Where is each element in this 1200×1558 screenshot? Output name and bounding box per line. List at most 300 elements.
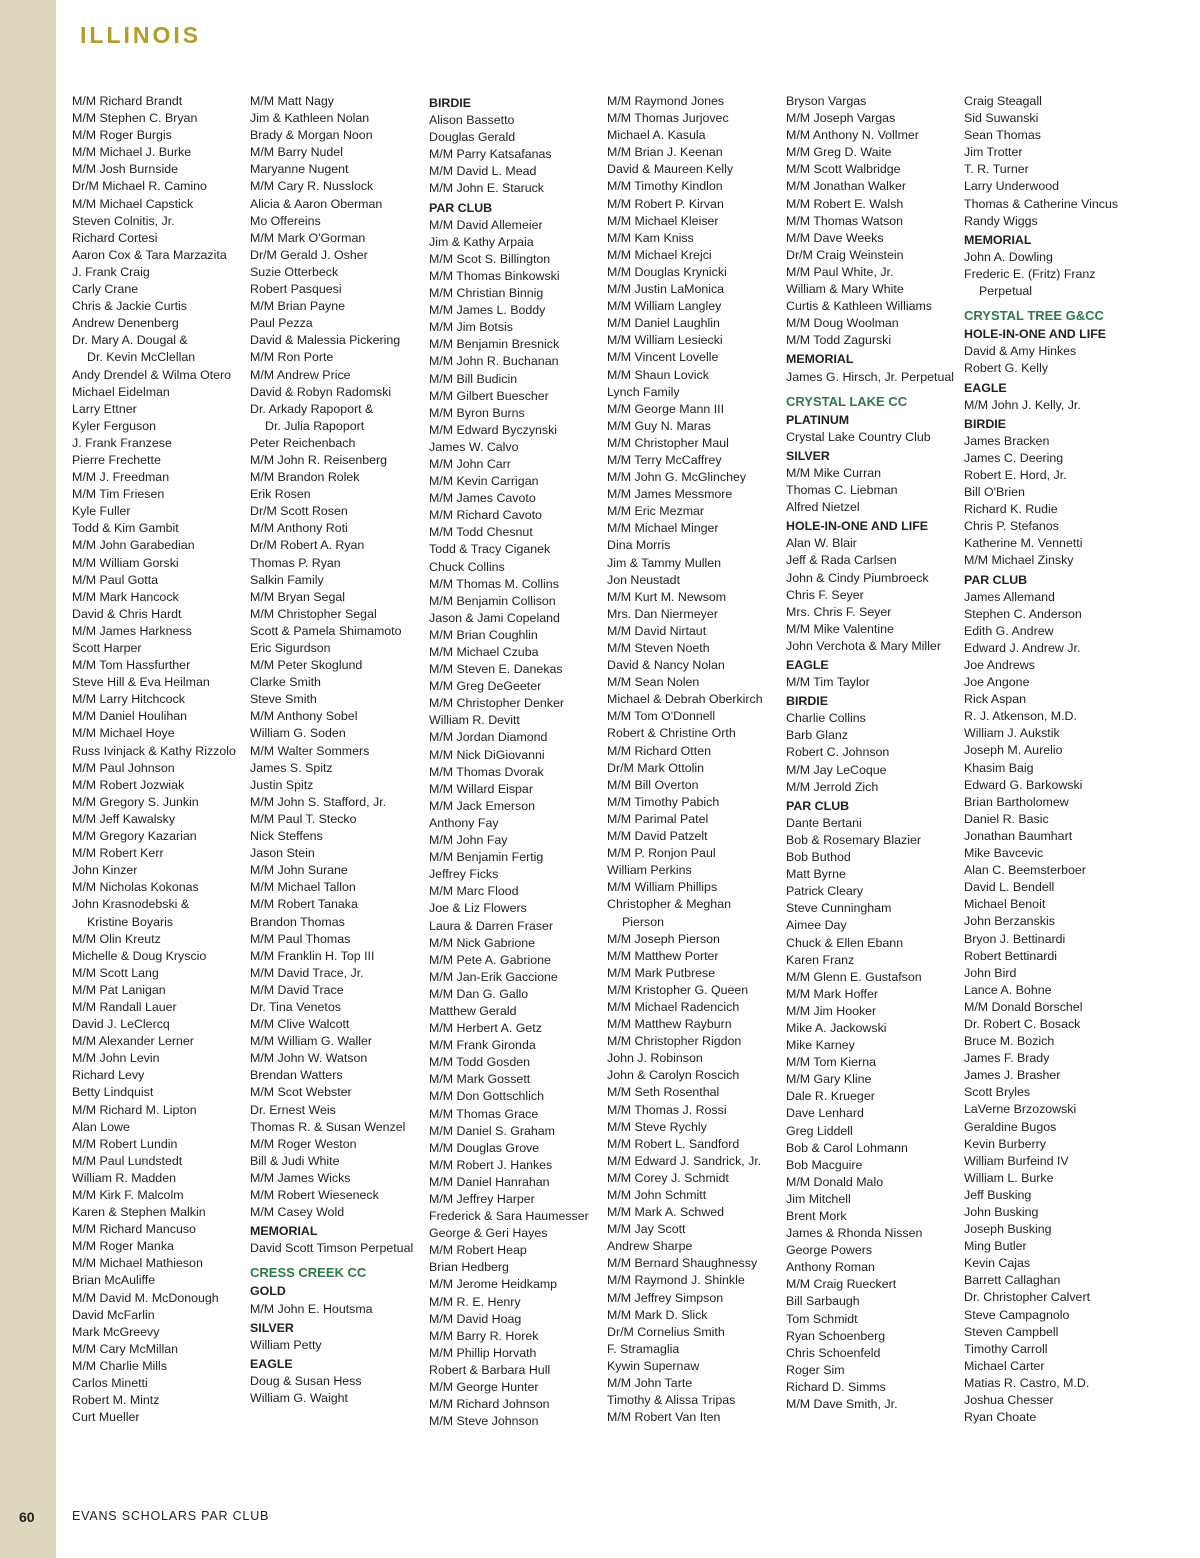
donor-name: Timothy Carroll <box>964 1341 1048 1356</box>
donor-name: M/M Richard Brandt <box>72 94 183 108</box>
donor-name: M/M Michael Hoye <box>72 726 175 741</box>
club-heading: CRYSTAL TREE G&CC <box>964 308 1104 324</box>
donor-name: Dr. Tina Venetos <box>250 999 341 1014</box>
donor-name: William J. Aukstik <box>964 726 1060 741</box>
donor-name: Chris P. Stefanos <box>964 519 1059 534</box>
donor-name: M/M Robert Heap <box>429 1243 527 1258</box>
donor-name: Brent Mork <box>786 1209 847 1223</box>
donor-name: M/M Matthew Rayburn <box>607 1017 732 1032</box>
donor-name: George Powers <box>786 1243 873 1258</box>
donor-name: M/M Michael Radencich <box>607 999 740 1014</box>
donor-name: M/M Christopher Segal <box>250 606 377 621</box>
donor-name: Larry Ettner <box>72 401 137 416</box>
donor-name: M/M Doug Woolman <box>786 316 899 331</box>
donor-name: M/M Scott Lang <box>72 965 159 980</box>
donor-name: Roger Sim <box>786 1362 845 1377</box>
donor-name: M/M Nicholas Kokonas <box>72 880 199 895</box>
donor-name: David Scott Timson Perpetual <box>250 1241 414 1256</box>
donor-name: Bob Macguire <box>786 1157 863 1172</box>
donor-name: Mrs. Chris F. Seyer <box>786 604 892 619</box>
donor-name: M/M Bryan Segal <box>250 589 346 604</box>
donor-name: Brendan Watters <box>250 1068 343 1083</box>
donor-name: M/M Justin LaMonica <box>607 282 725 297</box>
donor-name: M/M Steve Johnson <box>429 1414 539 1429</box>
donor-name: Bill O'Brien <box>964 485 1025 500</box>
donor-name: M/M Jerome Heidkamp <box>429 1277 558 1292</box>
donor-name: M/M Douglas Krynicki <box>607 264 727 279</box>
donor-name: Dr/M Michael R. Camino <box>72 179 207 194</box>
donor-name: Mike Karney <box>786 1038 855 1053</box>
donor-name: Robert & Christine Orth <box>607 726 736 741</box>
donor-name: M/M Raymond Jones <box>607 94 725 108</box>
donor-name: Andrew Sharpe <box>607 1239 693 1254</box>
donor-name: M/M Mark O'Gorman <box>250 230 366 245</box>
donor-name: Kevin Burberry <box>964 1136 1046 1151</box>
donor-name: Sid Suwanski <box>964 111 1039 126</box>
donor-name: James Allemand <box>964 589 1055 604</box>
donor-name: M/M Donald Borschel <box>964 999 1083 1014</box>
donor-name: Dr/M Robert A. Ryan <box>250 538 365 553</box>
donor-name: M/M Jan-Erik Gaccione <box>429 969 558 984</box>
donor-name: William L. Burke <box>964 1170 1054 1185</box>
donor-name: John Krasnodebski & <box>72 897 190 912</box>
level-heading: GOLD <box>250 1284 286 1299</box>
donor-name: Robert M. Mintz <box>72 1393 160 1408</box>
donor-name: David & Nancy Nolan <box>607 658 725 673</box>
donor-name: David McFarlin <box>72 1307 155 1322</box>
donor-name: M/M Steven E. Danekas <box>429 662 563 677</box>
donor-name: M/M Thomas Binkowski <box>429 268 560 283</box>
donor-name: M/M Peter Skoglund <box>250 658 363 673</box>
donor-name: M/M Edward J. Sandrick, Jr. <box>607 1153 762 1168</box>
donor-name: M/M James Messmore <box>607 487 733 502</box>
donor-name: Eric Sigurdson <box>250 641 331 655</box>
donor-name: Pierre Frechette <box>72 452 161 467</box>
donor-name: Joe Andrews <box>964 658 1035 672</box>
donor-name: M/M Barry R. Horek <box>429 1328 539 1343</box>
donor-name: Thomas & Catherine Vincus <box>964 196 1119 211</box>
donor-name: Michael & Debrah Oberkirch <box>607 692 763 707</box>
donor-name: Steve Hill & Eva Heilman <box>72 675 210 690</box>
donor-name: John A. Dowling <box>964 249 1053 264</box>
donor-name: M/M Paul Gotta <box>72 572 159 587</box>
donor-name: Craig Steagall <box>964 94 1042 108</box>
donor-name: M/M Robert Kerr <box>72 846 164 861</box>
donor-name: Bob & Carol Lohmann <box>786 1140 908 1155</box>
donor-name: Edith G. Andrew <box>964 623 1054 638</box>
level-heading: PAR CLUB <box>429 200 493 215</box>
donor-name: M/M Scott Walbridge <box>786 162 901 177</box>
donor-name: M/M David M. McDonough <box>72 1290 219 1305</box>
donor-name: Chris & Jackie Curtis <box>72 299 187 314</box>
donor-name: Karen Franz <box>786 952 855 967</box>
donor-name: R. J. Atkenson, M.D. <box>964 709 1077 724</box>
donor-name: Crystal Lake Country Club <box>786 429 931 444</box>
donor-name: Barrett Callaghan <box>964 1273 1061 1288</box>
donor-name: T. R. Turner <box>964 162 1029 177</box>
donor-name-continued: Perpetual <box>979 284 1033 299</box>
donor-name: Anthony Fay <box>429 815 499 830</box>
donor-name: John & Carolyn Roscich <box>607 1068 740 1083</box>
donor-name: Edward G. Barkowski <box>964 777 1083 792</box>
donor-name: Maryanne Nugent <box>250 162 349 177</box>
donor-name: M/M Nick Gabrione <box>429 935 536 950</box>
donor-name: M/M John Tarte <box>607 1376 693 1391</box>
donor-name: Dr/M Craig Weinstein <box>786 247 904 262</box>
donor-name: M/M John W. Watson <box>250 1051 368 1066</box>
donor-name: M/M David Nirtaut <box>607 623 707 638</box>
donor-name: John J. Robinson <box>607 1051 703 1066</box>
donor-name: Dr. Arkady Rapoport & <box>250 401 374 416</box>
donor-name: M/M Charlie Mills <box>72 1358 167 1373</box>
donor-name: M/M Jack Emerson <box>429 798 536 813</box>
donor-name: Richard Levy <box>72 1068 145 1083</box>
donor-name: Robert C. Johnson <box>786 745 890 760</box>
donor-name: Laura & Darren Fraser <box>429 918 553 933</box>
donor-name: M/M Michael Zinsky <box>964 553 1074 568</box>
donor-name: Alan C. Beemsterboer <box>964 863 1086 878</box>
donor-name: M/M Tom O'Donnell <box>607 709 716 724</box>
donor-name: M/M James Wicks <box>250 1170 351 1185</box>
donor-name: Brian Hedberg <box>429 1260 509 1275</box>
donor-name: Robert E. Hord, Jr. <box>964 467 1067 482</box>
donor-name: M/M John E. Houtsma <box>250 1301 373 1316</box>
donor-name: M/M Greg D. Waite <box>786 145 892 160</box>
level-heading: SILVER <box>786 448 830 463</box>
donor-name: Khasim Baig <box>964 760 1034 775</box>
donor-name: Aaron Cox & Tara Marzazita <box>72 247 227 262</box>
donor-name: Dr/M Scott Rosen <box>250 504 348 519</box>
donor-name: Stephen C. Anderson <box>964 606 1082 621</box>
donor-name: M/M Mark Hancock <box>72 589 179 604</box>
donor-name: M/M Kirk F. Malcolm <box>72 1188 184 1202</box>
donor-name: Curt Mueller <box>72 1410 140 1425</box>
donor-name: M/M Bernard Shaughnessy <box>607 1256 758 1271</box>
donor-name: M/M Roger Weston <box>250 1136 357 1151</box>
donor-name: M/M Robert E. Walsh <box>786 196 904 211</box>
donor-name: M/M Brandon Rolek <box>250 470 360 485</box>
donor-name: M/M Christopher Rigdon <box>607 1034 742 1049</box>
donor-name: M/M Steve Rychly <box>607 1119 707 1134</box>
donor-name: Steve Smith <box>250 692 317 707</box>
donor-name: Dr/M Mark Ottolin <box>607 760 705 775</box>
column-2 <box>250 93 426 1407</box>
donor-name: Jim & Tammy Mullen <box>607 555 722 570</box>
donor-name: M/M Cary R. Nusslock <box>250 179 374 194</box>
donor-name: M/M Bill Overton <box>607 777 699 792</box>
donor-name: M/M Dan G. Gallo <box>429 986 529 1001</box>
donor-name: Nick Steffens <box>250 829 323 844</box>
donor-name: M/M Jim Hooker <box>786 1003 877 1018</box>
column-1 <box>72 93 248 1426</box>
donor-name: M/M Terry McCaffrey <box>607 452 722 467</box>
donor-name: Greg Liddell <box>786 1123 853 1138</box>
donor-name: M/M John R. Buchanan <box>429 354 559 369</box>
donor-name: M/M Nick DiGiovanni <box>429 747 545 762</box>
donor-name: James C. Deering <box>964 450 1064 465</box>
donor-name: M/M Daniel Laughlin <box>607 316 720 331</box>
donor-name: Mo Offereins <box>250 213 321 228</box>
donor-name: M/M Kurt M. Newsom <box>607 589 727 604</box>
donor-name: M/M Gregory S. Junkin <box>72 794 199 809</box>
donor-name: Chris F. Seyer <box>786 587 864 602</box>
donor-name: M/M Robert Lundin <box>72 1136 178 1151</box>
donor-name-continued: Kristine Boyaris <box>87 914 174 929</box>
donor-name: William R. Devitt <box>429 713 520 728</box>
donor-name-continued: Dr. Kevin McClellan <box>87 350 196 365</box>
donor-name: Brandon Thomas <box>250 914 345 929</box>
donor-name: M/M Jerrold Zich <box>786 779 879 794</box>
donor-name: Rick Aspan <box>964 692 1026 707</box>
donor-name: M/M Paul Thomas <box>250 931 351 946</box>
level-heading: MEMORIAL <box>964 232 1032 247</box>
donor-name: M/M Richard M. Lipton <box>72 1102 197 1117</box>
donor-name: M/M Todd Gosden <box>429 1055 531 1070</box>
donor-name: James J. Brasher <box>964 1068 1061 1083</box>
donor-name: Anthony Roman <box>786 1260 875 1275</box>
donor-name: M/M Anthony N. Vollmer <box>786 128 919 143</box>
donor-name: M/M Andrew Price <box>250 367 351 382</box>
column-5 <box>786 93 962 1413</box>
donor-name: Jason & Jami Copeland <box>429 610 560 625</box>
donor-name: M/M Josh Burnside <box>72 162 179 177</box>
donor-name: Joe Angone <box>964 675 1030 690</box>
page-number: 60 <box>19 1509 35 1525</box>
donor-name: M/M Alexander Lerner <box>72 1034 194 1049</box>
donor-name: Robert Pasquesi <box>250 282 342 297</box>
donor-name: M/M Dave Smith, Jr. <box>786 1397 898 1412</box>
donor-name: Michael Eidelman <box>72 384 170 399</box>
donor-name: Bill & Judi White <box>250 1153 340 1168</box>
donor-name: M/M Mark Putbrese <box>607 965 716 980</box>
donor-name: James F. Brady <box>964 1051 1050 1066</box>
donor-name: M/M John G. McGlinchey <box>607 470 747 485</box>
donor-name: M/M Parry Katsafanas <box>429 147 552 162</box>
donor-name-continued: Dr. Julia Rapoport <box>265 418 365 433</box>
donor-name: Katherine M. Vennetti <box>964 536 1083 551</box>
donor-name: M/M Richard Mancuso <box>72 1222 196 1237</box>
donor-name: M/M Pat Lanigan <box>72 982 166 997</box>
donor-name: Brian Bartholomew <box>964 794 1069 809</box>
donor-name: Robert G. Kelly <box>964 361 1049 376</box>
donor-name: M/M William Lesiecki <box>607 333 723 348</box>
donor-name: Ming Butler <box>964 1239 1027 1254</box>
donor-name: Thomas C. Liebman <box>786 483 898 498</box>
donor-name: M/M Thomas Grace <box>429 1106 539 1121</box>
donor-name: M/M Jeff Kawalsky <box>72 811 176 826</box>
donor-name: Scott Bryles <box>964 1085 1031 1100</box>
donor-name: M/M Donald Malo <box>786 1174 884 1189</box>
donor-name: William G. Soden <box>250 726 346 741</box>
donor-name: M/M Robert L. Sandford <box>607 1136 740 1151</box>
donor-name: Peter Reichenbach <box>250 435 356 450</box>
donor-name: James W. Calvo <box>429 439 519 454</box>
donor-name: M/M Mark A. Schwed <box>607 1205 725 1220</box>
donor-name: Larry Underwood <box>964 179 1060 194</box>
donor-name: Christopher & Meghan <box>607 897 731 912</box>
donor-name: Frederic E. (Fritz) Franz <box>964 266 1096 281</box>
donor-name: Chuck Collins <box>429 559 505 574</box>
level-heading: MEMORIAL <box>250 1224 318 1239</box>
donor-name: M/M Jeffrey Simpson <box>607 1290 724 1305</box>
donor-name: M/M R. E. Henry <box>429 1294 521 1309</box>
level-heading: BIRDIE <box>964 416 1006 431</box>
donor-name: Dr. Ernest Weis <box>250 1102 336 1117</box>
donor-name: James Bracken <box>964 433 1050 448</box>
donor-name: M/M Robert J. Hankes <box>429 1157 553 1172</box>
donor-name: M/M Frank Gironda <box>429 1038 536 1053</box>
donor-name: David & Amy Hinkes <box>964 344 1077 359</box>
donor-name: Alan W. Blair <box>786 536 857 551</box>
donor-name: Kevin Cajas <box>964 1256 1031 1271</box>
donor-name: M/M Joseph Pierson <box>607 931 720 946</box>
donor-name: M/M Mark Hoffer <box>786 986 879 1001</box>
donor-name: M/M Kevin Carrigan <box>429 474 539 489</box>
donor-name: George & Geri Hayes <box>429 1226 548 1241</box>
donor-name: M/M John Surane <box>250 863 348 878</box>
donor-name: M/M Michael Czuba <box>429 645 539 659</box>
donor-name: John & Cindy Piumbroeck <box>786 570 929 585</box>
donor-name: M/M P. Ronjon Paul <box>607 846 716 861</box>
donor-name: M/M Robert Jozwiak <box>72 777 185 792</box>
donor-name: M/M Paul T. Stecko <box>250 811 357 826</box>
donor-name: Patrick Cleary <box>786 884 864 899</box>
donor-name: M/M Kam Kniss <box>607 230 694 245</box>
donor-name: M/M Bill Budicin <box>429 371 518 386</box>
donor-name: Geraldine Bugos <box>964 1119 1057 1134</box>
donor-name: M/M Michael Tallon <box>250 880 356 895</box>
donor-name: M/M Jay LeCoque <box>786 762 887 777</box>
donor-name: M/M Michael Mathieson <box>72 1256 203 1271</box>
donor-name: Jeff & Rada Carlsen <box>786 553 897 568</box>
donor-name: M/M Tim Friesen <box>72 487 165 502</box>
donor-name: Barb Glanz <box>786 728 848 743</box>
donor-name: M/M Jay Scott <box>607 1222 686 1237</box>
level-heading: EAGLE <box>250 1356 293 1371</box>
club-heading: CRESS CREEK CC <box>250 1265 367 1281</box>
donor-name: Todd & Tracy Ciganek <box>429 542 551 557</box>
donor-name: Bill Sarbaugh <box>786 1294 860 1309</box>
donor-name: M/M Timothy Kindlon <box>607 179 723 194</box>
donor-name: Douglas Gerald <box>429 130 516 145</box>
donor-name: M/M Benjamin Fertig <box>429 850 544 865</box>
level-heading: SILVER <box>250 1320 294 1335</box>
donor-name: M/M Todd Zagurski <box>786 333 892 348</box>
donor-name: Jim & Kathy Arpaia <box>429 234 534 249</box>
donor-name: Kyler Ferguson <box>72 418 157 433</box>
donor-name: M/M Brian Payne <box>250 299 346 314</box>
donor-name: Justin Spitz <box>250 777 314 792</box>
donor-name: M/M Steven Noeth <box>607 641 710 655</box>
donor-name: M/M Phillip Horvath <box>429 1345 537 1360</box>
donor-name: Richard D. Simms <box>786 1379 886 1394</box>
donor-name: M/M William Langley <box>607 299 722 314</box>
donor-name: Bryon J. Bettinardi <box>964 931 1066 946</box>
donor-name: Aimee Day <box>786 918 847 933</box>
donor-name: M/M Christopher Maul <box>607 435 729 450</box>
donor-name: M/M Walter Sommers <box>250 743 370 758</box>
donor-name: M/M Willard Eispar <box>429 781 533 796</box>
donor-name: Mark McGreevy <box>72 1324 160 1339</box>
donor-name: Steven Colnitis, Jr. <box>72 213 175 228</box>
donor-name: M/M Gilbert Buescher <box>429 388 549 403</box>
donor-name: Joshua Chesser <box>964 1393 1054 1408</box>
donor-name: M/M Michael Capstick <box>72 196 194 211</box>
donor-name: Ryan Choate <box>964 1410 1037 1425</box>
donor-list <box>72 93 1196 1483</box>
donor-name: Lynch Family <box>607 384 680 399</box>
donor-name: M/M Ron Porte <box>250 350 334 365</box>
donor-name: M/M Paul White, Jr. <box>786 264 894 279</box>
donor-name: M/M Robert Tanaka <box>250 897 358 912</box>
donor-name: M/M Barry Nudel <box>250 145 343 160</box>
donor-name: Frederick & Sara Haumesser <box>429 1209 589 1224</box>
donor-name: M/M Scot S. Billington <box>429 251 551 266</box>
donor-name: William Petty <box>250 1337 322 1352</box>
donor-name: Matt Byrne <box>786 867 846 882</box>
donor-name: Dante Bertani <box>786 815 862 830</box>
donor-name: Dr. Mary A. Dougal & <box>72 333 188 348</box>
donor-name: Joe & Liz Flowers <box>429 901 527 916</box>
donor-name: M/M Douglas Grove <box>429 1140 540 1155</box>
donor-name: M/M Dave Weeks <box>786 230 884 245</box>
donor-name: M/M David Allemeier <box>429 217 543 232</box>
level-heading: MEMORIAL <box>786 352 854 367</box>
donor-name: Michael Carter <box>964 1358 1045 1373</box>
donor-name: David L. Bendell <box>964 880 1055 895</box>
donor-name: Matthew Gerald <box>429 1003 517 1018</box>
donor-name: M/M Joseph Vargas <box>786 111 896 126</box>
publication-title: EVANS SCHOLARS PAR CLUB <box>72 1509 270 1523</box>
donor-name: Chris Schoenfeld <box>786 1345 881 1360</box>
donor-name: M/M Richard Otten <box>607 743 711 758</box>
level-heading: BIRDIE <box>786 694 828 709</box>
donor-name: M/M Pete A. Gabrione <box>429 952 551 967</box>
donor-name: John Verchota & Mary Miller <box>786 638 941 653</box>
donor-name: David J. LeClercq <box>72 1017 170 1032</box>
donor-name: M/M Stephen C. Bryan <box>72 111 198 126</box>
donor-name: Scott Harper <box>72 641 142 655</box>
donor-name: John Kinzer <box>72 863 138 878</box>
donor-name: M/M Vincent Lovelle <box>607 350 719 365</box>
donor-name: Kywin Supernaw <box>607 1358 700 1373</box>
donor-name: M/M Don Gottschlich <box>429 1089 544 1104</box>
donor-name: M/M Michael Kleiser <box>607 213 719 228</box>
donor-name: M/M Robert Van Iten <box>607 1410 721 1425</box>
donor-name: Suzie Otterbeck <box>250 264 339 279</box>
donor-name: M/M John Fay <box>429 833 508 848</box>
donor-name: William Burfeind IV <box>964 1153 1069 1168</box>
donor-name: James & Rhonda Nissen <box>786 1226 923 1241</box>
donor-name: Dr/M Cornelius Smith <box>607 1324 725 1339</box>
donor-name: M/M Seth Rosenthal <box>607 1085 720 1100</box>
donor-name: Jim & Kathleen Nolan <box>250 111 370 126</box>
level-heading: EAGLE <box>786 658 829 672</box>
donor-name: M/M Benjamin Bresnick <box>429 337 560 352</box>
donor-name: Steve Cunningham <box>786 901 892 916</box>
donor-name: M/M William Gorski <box>72 555 179 570</box>
donor-name: James G. Hirsch, Jr. Perpetual <box>786 369 955 384</box>
donor-name: M/M Clive Walcott <box>250 1017 350 1032</box>
donor-name: Kyle Fuller <box>72 504 131 519</box>
donor-name: Richard Cortesi <box>72 230 158 245</box>
donor-name: Bob & Rosemary Blazier <box>786 832 921 847</box>
donor-name: M/M Thomas J. Rossi <box>607 1102 727 1117</box>
donor-name: Michael Benoit <box>964 897 1046 912</box>
donor-name: M/M Thomas Jurjovec <box>607 111 729 126</box>
donor-name: M/M Raymond J. Shinkle <box>607 1273 745 1288</box>
donor-name: Andrew Denenberg <box>72 316 179 331</box>
